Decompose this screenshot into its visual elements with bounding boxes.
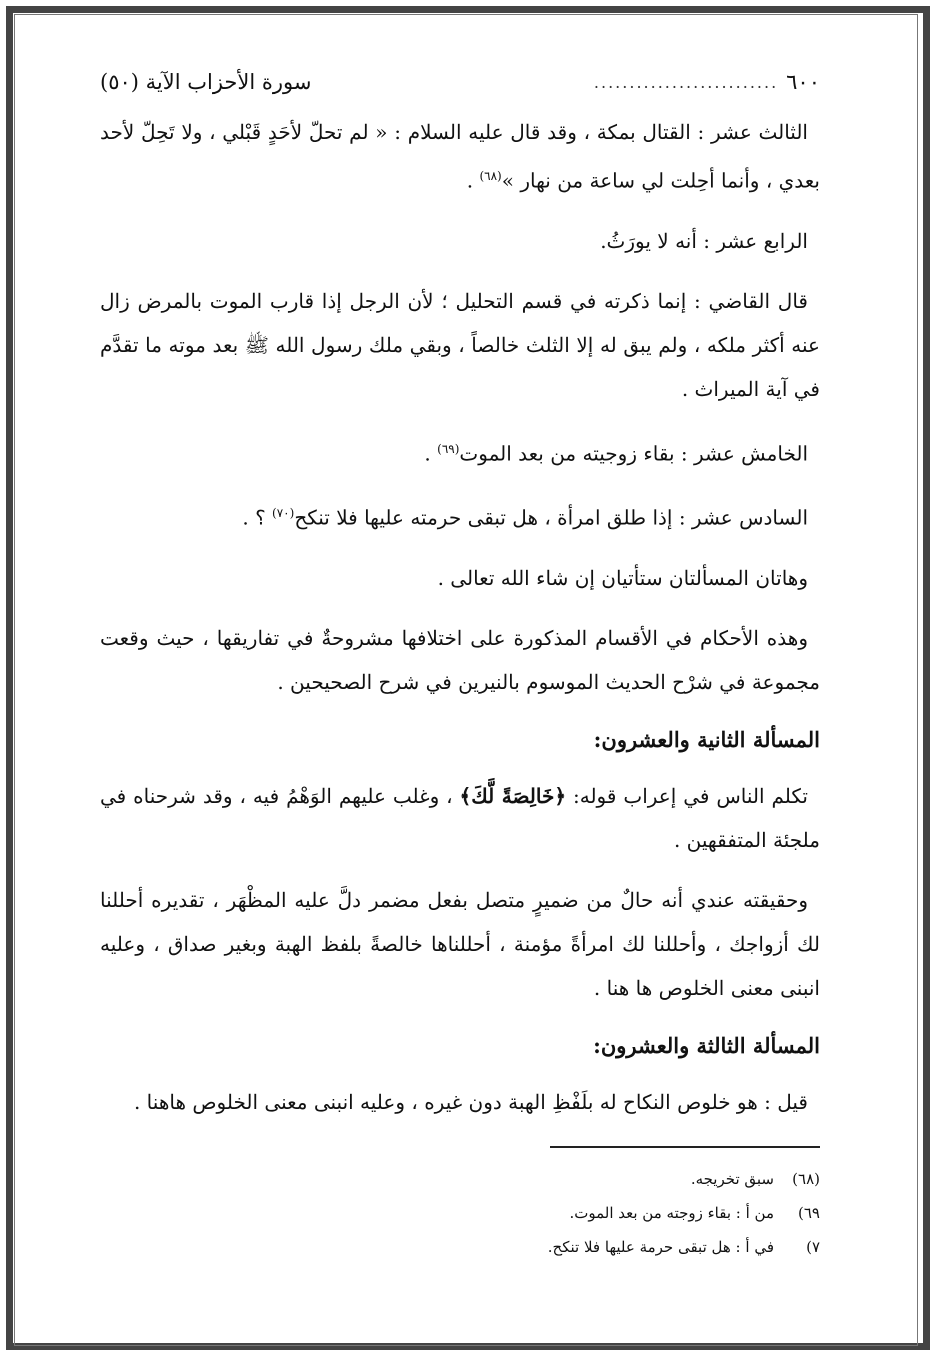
running-header	[100, 70, 820, 94]
paragraph-text-end: .	[466, 168, 480, 193]
paragraph-16th	[100, 491, 820, 540]
paragraph-text-end: ، وغلب عليهم الوَهْمُ فيه ، وقد شرحناه في ملجئة المتفقهين .	[100, 783, 820, 852]
footnote-text: في أ : هل تبقى حرمة عليها فلا تنكح.	[547, 1237, 774, 1256]
footnote-69	[100, 1196, 820, 1230]
paragraph-text: السادس عشر : إذا طلق امرأة ، هل تبقى حرمته عليها فلا تنكح	[294, 505, 808, 530]
paragraph-qadi	[100, 279, 820, 411]
section-heading-22: المسألة الثانية والعشرون:	[593, 726, 820, 752]
footnote-text: سبق تخريجه.	[690, 1169, 774, 1188]
footnote-number: ٦٩)	[798, 1203, 820, 1222]
paragraph-text: وهاتان المسألتان ستأتيان إن شاء الله تعالى .	[437, 565, 808, 590]
paragraph-text: تكلم الناس في إعراب قوله:	[573, 783, 808, 808]
footnote-divider	[550, 1146, 820, 1148]
page-number: ٦٠٠	[786, 70, 820, 94]
footnote-70	[100, 1230, 820, 1264]
paragraph-text: قال القاضي : إنما ذكرته في قسم التحليل ؛ لأن الرجل إذا قارب الموت بالمرض زال عنه أكثر ملكه ، ولم يبق له إلا الثلث خالصاً ، وبقي ملك رسول الله ﷺ بعد موته ما تقدَّم في آية الميراث .	[100, 288, 820, 401]
footnote-ref-70[interactable]: (٧٠)	[272, 506, 295, 521]
header-dots: ..........................	[593, 72, 779, 92]
paragraph-text-end: ؟ .	[242, 505, 273, 530]
footnote-text: من أ : بقاء زوجته من بعد الموت.	[569, 1203, 774, 1222]
paragraph-text: الخامش عشر : بقاء زوجيته من بعد الموت	[459, 441, 808, 466]
paragraph-23-a	[100, 1080, 820, 1124]
paragraph-text: الثالث عشر : القتال بمكة ، وقد قال عليه السلام : « لم تحلّ لأحَدٍ قَبْلي ، ولا تَحِلّ لأحد بعدي ، وأنما أحِلت لي ساعة من نهار »	[100, 120, 820, 193]
header-title: سورة الأحزاب الآية (٥٠)	[100, 70, 312, 94]
paragraph-text-end: .	[424, 441, 438, 466]
paragraph-14th	[100, 219, 820, 263]
section-heading-23: المسألة الثالثة والعشرون:	[593, 1032, 820, 1058]
footnote-ref-69[interactable]: (٦٩)	[437, 441, 460, 456]
paragraph-text: وحقيقته عندي أنه حالٌ من ضميرٍ متصل بفعل مضمر دلَّ عليه المظْهَر ، تقديره أحللنا لك أزواجك ، وأحللنا لك امرأةً مؤمنة ، أحللناها خالصةً بلفظ الهبة وبغير صداق ، وعليه انبنى معنى الخلوص ها هنا .	[100, 887, 820, 1000]
paragraph-rulings	[100, 616, 820, 704]
paragraph-text: وهذه الأحكام في الأقسام المذكورة على اختلافها مشروحةٌ في تفاريقها ، حيث وقعت مجموعة في شرْح الحديث الموسوم بالنيرين في شرح الصحيحين .	[100, 625, 820, 694]
paragraph-22-a	[100, 774, 820, 862]
header-title-group	[594, 70, 820, 94]
paragraph-text: الرابع عشر : أنه لا يورَثُ.	[600, 228, 808, 253]
book-page	[100, 70, 820, 1264]
paragraph-two-issues	[100, 556, 820, 600]
footnote-number: ٧)	[806, 1237, 820, 1256]
paragraph-text: قيل : هو خلوص النكاح له بلَفْظِ الهبة دون غيره ، وعليه انبنى معنى الخلوص هاهنا .	[133, 1089, 808, 1114]
paragraph-22-b	[100, 878, 820, 1010]
paragraph-15th	[100, 427, 820, 476]
footnotes	[100, 1162, 820, 1264]
footnote-ref-68[interactable]: (٦٨)	[479, 169, 502, 183]
quran-quote: ﴿خَالِصَةً لَّكَ﴾	[459, 783, 567, 808]
footnote-68	[100, 1162, 820, 1196]
paragraph-13th	[100, 110, 820, 203]
footnote-number: (٦٨)	[792, 1169, 820, 1188]
